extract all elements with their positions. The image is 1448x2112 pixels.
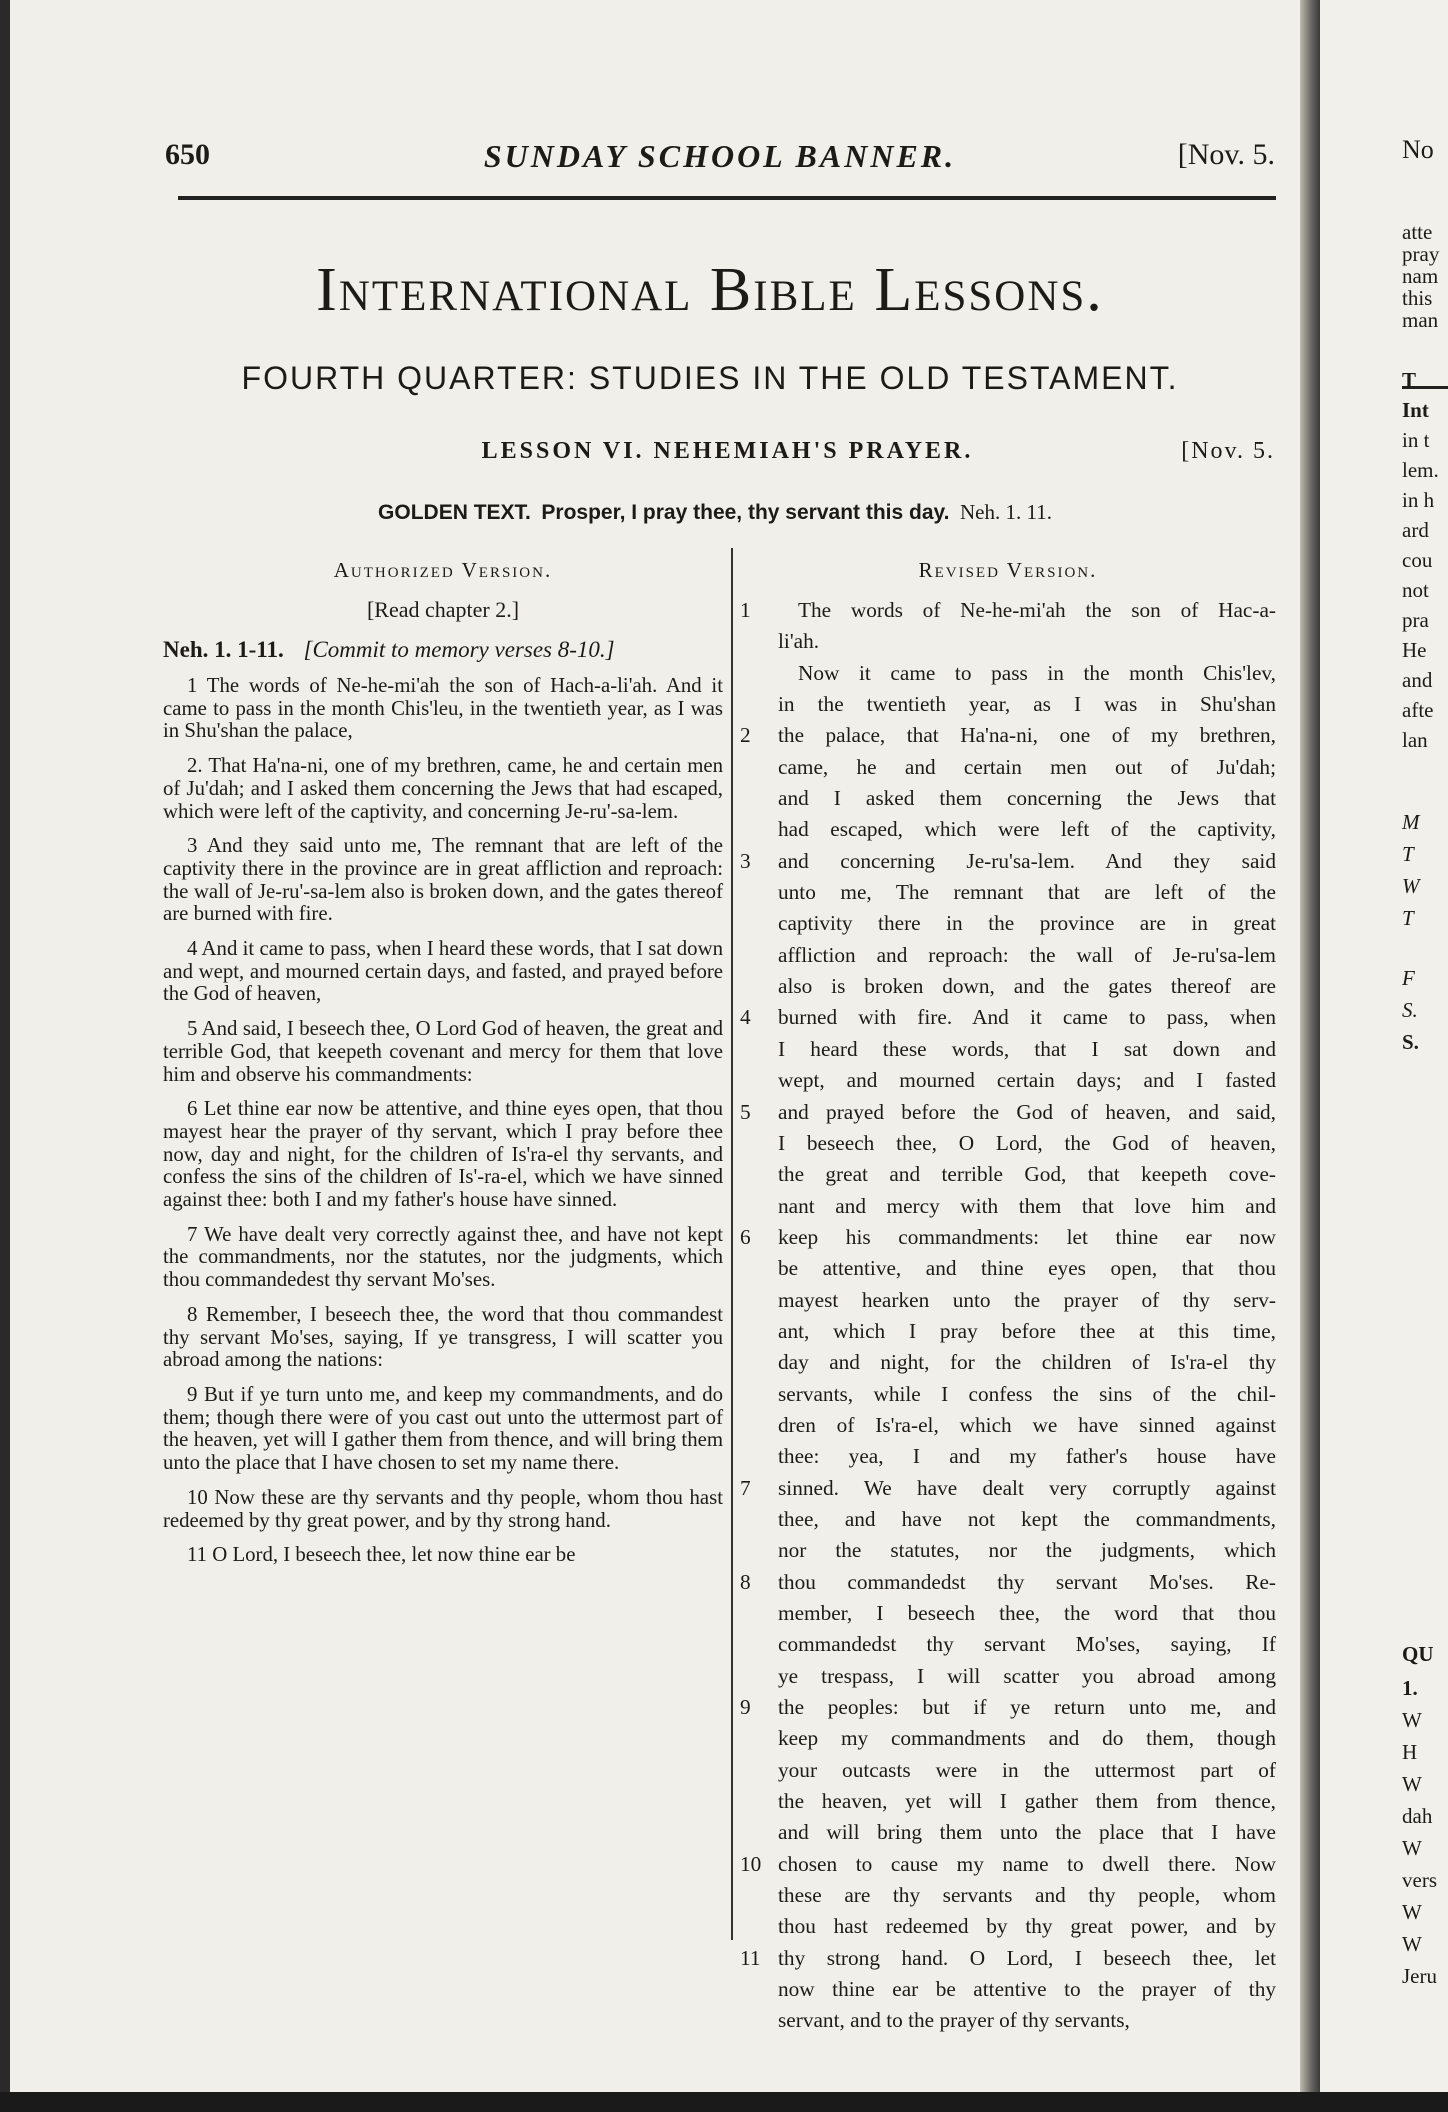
facing-page-fragment: F <box>1402 966 1415 990</box>
revised-line <box>740 1661 1276 1692</box>
read-chapter-note: [Read chapter 2.] <box>366 597 520 622</box>
authorized-verse: 6 Let thine ear now be attentive, and thine eyes open, that thou mayest hear the prayer of thy servant, which I pray before thee now, day and night, for the children of Is'ra-el thy servants, and confess the sins of the children of Is'-ra-el, which we have sinned against thee: both I and my father's house have sinned. <box>163 1097 723 1212</box>
revised-line <box>740 1002 1276 1033</box>
page-number: 650 <box>165 138 210 171</box>
revised-line-text: ye trespass, I will scatter you abroad among <box>778 1663 1276 1688</box>
revised-line <box>740 814 1276 845</box>
column-divider <box>731 548 733 1940</box>
revised-line-text: affliction and reproach: the wall of Je-ru'sa-lem <box>778 942 1276 967</box>
revised-line <box>740 1285 1276 1316</box>
facing-page-fragment: vers <box>1402 1868 1437 1892</box>
revised-line-text: thou commandedst thy servant Mo'ses. Re- <box>778 1569 1276 1594</box>
authorized-verse: 4 And it came to pass, when I heard these words, that I sat down and wept, and mourned certain days, and fasted, and prayed before the God of heaven, <box>163 937 723 1006</box>
revised-line-text: thee, and have not kept the commandments, <box>778 1506 1276 1531</box>
facing-page-fragment: T <box>1402 842 1414 866</box>
authorized-verse: 11 O Lord, I beseech thee, let now thine ear be <box>187 1543 576 1567</box>
revised-line <box>740 908 1276 939</box>
facing-page-fragment: T <box>1402 906 1414 930</box>
facing-page-fragment: He <box>1402 638 1427 662</box>
facing-page-fragment: cou <box>1402 548 1433 572</box>
facing-page-fragment: in t <box>1402 428 1430 452</box>
authorized-verse: 3 And they said unto me, The remnant that are left of the captivity there in the province are in great affliction and reproach: the wall of Je-ru'-sa-lem also is broken down, and the gates thereof are burned with fire. <box>163 834 723 926</box>
lesson-date: [Nov. 5. <box>1181 438 1275 464</box>
revised-line-text: the palace, that Ha'na-ni, one of my brethren, <box>778 723 1276 748</box>
header-rule <box>178 196 1276 200</box>
revised-line <box>740 1567 1276 1598</box>
verse-number: 1 <box>740 598 751 622</box>
authorized-verse: 5 And said, I beseech thee, O Lord God of heaven, the great and terrible God, that keepeth covenant and mercy for them that love him and observe his commandments: <box>163 1017 723 1086</box>
revised-line-text: The words of Ne-he-mi'ah the son of Hac-a- <box>798 598 1276 622</box>
reference-citation: Neh. 1. 1-11. <box>163 637 284 662</box>
revised-line-text: keep his commandments: let thine ear now <box>778 1224 1276 1249</box>
lesson-title: LESSON VI. NEHEMIAH'S PRAYER. <box>481 438 974 464</box>
revised-line <box>740 1034 1276 1065</box>
facing-page-fragment: nam <box>1402 264 1439 288</box>
verse-number: 2 <box>740 723 751 748</box>
revised-line-text: had escaped, which were left of the captivity, <box>778 817 1276 842</box>
lesson-heading <box>180 438 1275 474</box>
facing-page-fragment: ard <box>1402 518 1429 542</box>
masthead: SUNDAY SCHOOL BANNER. <box>483 138 957 174</box>
quarter-subtitle: FOURTH QUARTER: STUDIES IN THE OLD TESTAMENT. <box>241 360 1179 396</box>
authorized-verse: 9 But if ye turn unto me, and keep my commandments, and do them; though there were of you cast out unto the uttermost part of the heaven, yet will I gather them from thence, and will bring them unto the place that I have chosen to set my name there. <box>163 1382 723 1475</box>
revised-line <box>740 846 1276 877</box>
revised-line-text: the heaven, yet will I gather them from thence, <box>778 1789 1276 1814</box>
revised-line <box>740 626 1276 657</box>
facing-page-fragment: QU <box>1402 1642 1434 1666</box>
facing-page-fragment: pray <box>1402 242 1440 266</box>
facing-page-fragment: pra <box>1402 608 1429 632</box>
facing-page-fragment: Int <box>1402 398 1429 422</box>
binding-gutter <box>1300 0 1320 2112</box>
facing-page-fragment: H <box>1402 1740 1418 1764</box>
revised-line-text: and prayed before the God of heaven, and said, <box>778 1099 1276 1124</box>
revised-line <box>740 1535 1276 1566</box>
revised-line <box>740 1410 1276 1441</box>
facing-page-fragment: dah <box>1402 1804 1433 1828</box>
revised-line <box>740 1849 1276 1880</box>
revised-line-text: thy strong hand. O Lord, I beseech thee, let <box>778 1945 1276 1970</box>
revised-line <box>740 1473 1276 1504</box>
authorized-verse: 2. That Ha'na-ni, one of my brethren, came, he and certain men of Ju'dah; and I asked them concerning the Jews that had escaped, which were left of the captivity, and concerning Je-ru'-sa-lem. <box>163 754 723 823</box>
revised-line-text: commandedst thy servant Mo'ses, saying, If <box>778 1632 1276 1657</box>
revised-line-text: member, I beseech thee, the word that thou <box>778 1601 1276 1625</box>
revised-line <box>740 1347 1276 1378</box>
revised-line <box>740 877 1276 908</box>
scan-bottom-edge <box>0 2092 1448 2112</box>
running-header <box>165 138 1275 182</box>
revised-line-text: now thine ear be attentive to the prayer of thy <box>778 1977 1276 2002</box>
revised-line <box>740 1943 1276 1974</box>
facing-page-fragment: 1. <box>1402 1676 1418 1700</box>
revised-line-text: dren of Is'ra-el, which we have sinned against <box>778 1412 1276 1437</box>
verse-number: 5 <box>740 1099 751 1124</box>
revised-line-text: servant, and to the prayer of thy servants, <box>778 2008 1130 2033</box>
facing-page-fragment: Jeru <box>1402 1964 1437 1988</box>
revised-line-text: sinned. We have dealt very corruptly against <box>778 1475 1276 1500</box>
golden-text-label: GOLDEN TEXT. <box>378 501 531 524</box>
revised-line-text: keep my commandments and do them, though <box>778 1726 1276 1751</box>
revised-line <box>740 595 1276 626</box>
golden-text-quote: Prosper, I pray thee, thy servant this day. <box>541 501 950 524</box>
authorized-verse: 10 Now these are thy servants and thy people, whom thou hast redeemed by thy great power, and by thy strong hand. <box>163 1485 723 1532</box>
facing-page-fragment: in h <box>1402 488 1435 512</box>
authorized-verse: 1 The words of Ne-he-mi'ah the son of Hach-a-li'ah. And it came to pass in the month Chis'leu, in the twentieth year, as I was in Shu'shan the palace, <box>163 674 723 743</box>
facing-page-fragment: W <box>1402 1836 1422 1860</box>
authorized-verse: 7 We have dealt very correctly against thee, and have not kept the commandments, nor the statutes, nor the judgments, which thou commandedest thy servant Mo'ses. <box>163 1222 723 1292</box>
verse-number: 6 <box>740 1224 751 1249</box>
revised-version-column <box>740 555 1276 2037</box>
golden-text <box>160 500 1270 525</box>
verse-number: 10 <box>740 1851 762 1876</box>
revised-line-text: also is broken down, and the gates thereof are <box>778 974 1276 999</box>
scripture-reference <box>163 635 723 665</box>
revised-line-text: in the twentieth year, as I was in Shu'shan <box>778 692 1276 717</box>
revised-line-text: mayest hearken unto the prayer of thy serv- <box>778 1287 1276 1312</box>
memory-verses-note: [Commit to memory verses 8-10.] <box>303 637 615 662</box>
facing-page-fragment: lan <box>1402 728 1428 752</box>
revised-line <box>740 940 1276 971</box>
facing-page-fragment: and <box>1402 668 1433 692</box>
revised-line-text: the great and terrible God, that keepeth cove- <box>778 1162 1276 1187</box>
revised-line <box>740 1755 1276 1786</box>
verse-number: 8 <box>740 1569 751 1594</box>
page-left-edge <box>0 0 10 2112</box>
facing-page-fragment: afte <box>1402 698 1434 722</box>
facing-page-fragment: W <box>1402 874 1420 898</box>
page-title: International Bible Lessons. <box>316 256 1104 324</box>
facing-page-fragment: M <box>1402 810 1420 834</box>
revised-line <box>740 1065 1276 1096</box>
revised-line <box>740 752 1276 783</box>
revised-line-text: your outcasts were in the uttermost part of <box>778 1757 1276 1782</box>
revised-line <box>740 1379 1276 1410</box>
revised-line <box>740 1316 1276 1347</box>
facing-page-fragment: man <box>1402 308 1439 332</box>
facing-page-fragment: W <box>1402 1708 1422 1732</box>
facing-page-fragment: W <box>1402 1772 1422 1796</box>
revised-line <box>740 1222 1276 1253</box>
revised-line <box>740 1723 1276 1754</box>
revised-line-text: and I asked them concerning the Jews that <box>778 786 1276 811</box>
revised-line <box>740 1817 1276 1848</box>
facing-page-fragment: not <box>1402 578 1429 602</box>
verse-number: 9 <box>740 1695 751 1720</box>
revised-line-text: the peoples: but if ye return unto me, and <box>778 1695 1276 1720</box>
revised-line-text: nant and mercy with them that love him and <box>778 1193 1276 1218</box>
revised-line-text: captivity there in the province are in great <box>778 911 1276 936</box>
revised-line-text: came, he and certain men out of Ju'dah; <box>778 754 1276 779</box>
revised-line-text: burned with fire. And it came to pass, when <box>778 1005 1276 1030</box>
golden-text-reference: Neh. 1. 11. <box>960 500 1052 524</box>
revised-line <box>740 971 1276 1002</box>
facing-page-fragment: S. <box>1402 1030 1419 1054</box>
facing-page-fragment: lem. <box>1402 458 1439 482</box>
revised-line-text: thee: yea, I and my father's house have <box>778 1444 1276 1469</box>
revised-line-text: wept, and mourned certain days; and I fasted <box>778 1068 1276 1093</box>
facing-page-fragment: atte <box>1402 220 1433 244</box>
verse-number: 7 <box>740 1475 751 1500</box>
revised-line-text: and will bring them unto the place that I have <box>778 1820 1276 1845</box>
revised-line <box>740 1253 1276 1284</box>
revised-line <box>740 658 1276 689</box>
revised-line-text: I heard these words, that I sat down and <box>778 1036 1276 1061</box>
revised-line-text: unto me, The remnant that are left of the <box>778 880 1276 905</box>
revised-line-text: li'ah. <box>778 629 820 654</box>
revised-line <box>740 2005 1276 2036</box>
revised-line <box>740 1974 1276 2005</box>
authorized-version-heading: Authorized Version. <box>333 558 553 582</box>
revised-line <box>740 689 1276 720</box>
revised-line-text: and concerning Je-ru'sa-lem. And they said <box>778 848 1276 873</box>
revised-version-heading: Revised Version. <box>918 558 1098 582</box>
authorized-verse: 8 Remember, I beseech thee, the word that thou commandest thy servant Mo'ses, saying, If ye transgress, I will scatter you abroad among the nations: <box>163 1302 723 1372</box>
revised-line-text: Now it came to pass in the month Chis'lev, <box>798 660 1276 685</box>
revised-line <box>740 1911 1276 1942</box>
revised-line <box>740 1128 1276 1159</box>
revised-line-text: be attentive, and thine eyes open, that thou <box>778 1256 1276 1281</box>
revised-line-text: day and night, for the children of Is'ra-el thy <box>778 1350 1276 1375</box>
revised-lines <box>740 595 1276 2037</box>
facing-page-fragment: W <box>1402 1900 1422 1924</box>
facing-page-fragment: S. <box>1402 998 1418 1022</box>
revised-line-text: I beseech thee, O Lord, the God of heaven, <box>778 1130 1276 1155</box>
verse-number: 11 <box>740 1945 761 1970</box>
revised-line-text: servants, while I confess the sins of the chil- <box>778 1381 1276 1406</box>
revised-line <box>740 720 1276 751</box>
facing-page-fragment: No <box>1402 135 1434 164</box>
revised-line-text: thou hast redeemed by thy great power, and by <box>778 1914 1276 1939</box>
revised-line <box>740 1692 1276 1723</box>
authorized-verses <box>163 675 723 1567</box>
revised-line <box>740 1159 1276 1190</box>
facing-page-fragment: T <box>1402 368 1417 392</box>
revised-line-text: these are thy servants and thy people, whom <box>778 1883 1276 1908</box>
verse-number: 3 <box>740 848 751 873</box>
authorized-version-column <box>163 555 723 1579</box>
revised-line <box>740 1598 1276 1629</box>
facing-page-fragment: this <box>1402 286 1433 310</box>
revised-line-text: ant, which I pray before thee at this time, <box>778 1318 1276 1343</box>
revised-line <box>740 1880 1276 1911</box>
revised-line <box>740 1629 1276 1660</box>
facing-page-edge <box>1320 0 1448 2092</box>
revised-line <box>740 1504 1276 1535</box>
revised-line <box>740 1786 1276 1817</box>
revised-line-text: nor the statutes, nor the judgments, which <box>778 1538 1276 1563</box>
revised-line <box>740 1191 1276 1222</box>
verse-number: 4 <box>740 1005 751 1030</box>
header-date: [Nov. 5. <box>1177 138 1275 171</box>
revised-line <box>740 1097 1276 1128</box>
revised-line <box>740 1441 1276 1472</box>
facing-page-fragment: W <box>1402 1932 1422 1956</box>
revised-line <box>740 783 1276 814</box>
revised-line-text: chosen to cause my name to dwell there. Now <box>778 1851 1276 1876</box>
